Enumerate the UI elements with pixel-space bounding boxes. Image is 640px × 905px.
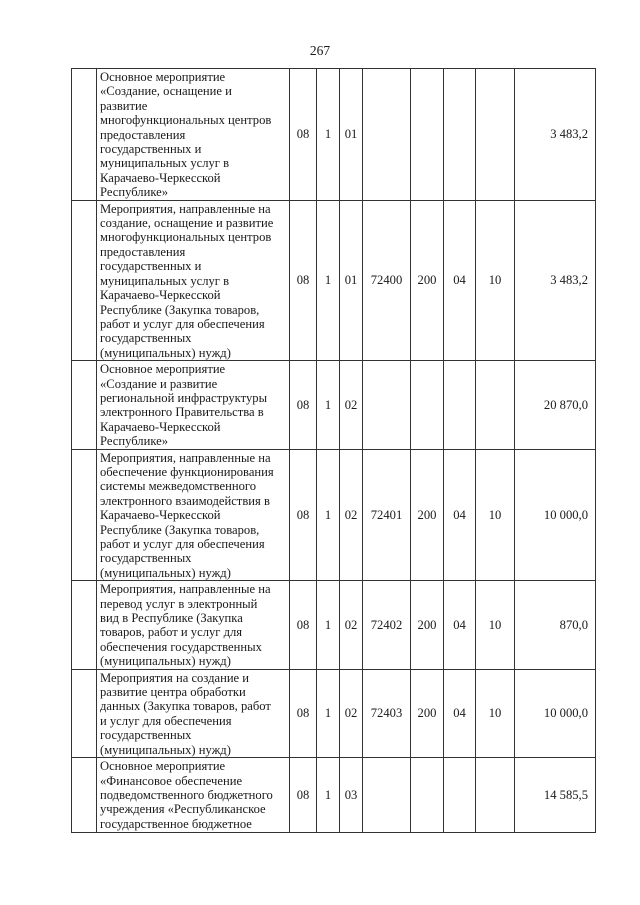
code-direction: 72401 [363,449,411,581]
code-direction: 72402 [363,581,411,669]
code-section [444,69,476,201]
code-expense-type [411,758,444,833]
code-expense-type: 200 [411,449,444,581]
amount: 870,0 [515,581,596,669]
code-subprogram: 1 [317,758,340,833]
blank-cell [72,758,97,833]
code-event: 02 [340,669,363,757]
amount: 3 483,2 [515,200,596,360]
code-subsection: 10 [476,449,515,581]
code-subprogram: 1 [317,69,340,201]
code-direction: 72403 [363,669,411,757]
blank-cell [72,361,97,449]
code-section [444,758,476,833]
item-name: Мероприятия, направленные на перевод услуг в электронный вид в Республике (Закупка товаров, работ и услуг для обеспечения государственных (муниципальных) нужд) [97,581,290,669]
item-name: Основное мероприятие «Создание, оснащение и развитие многофункциональных центров предоставления государственных и муниципальных услуг в Карачаево-Черкесской Республике» [97,69,290,201]
code-section: 04 [444,449,476,581]
table-row [72,361,596,449]
code-program: 08 [290,200,317,360]
code-expense-type: 200 [411,669,444,757]
code-expense-type: 200 [411,581,444,669]
amount: 20 870,0 [515,361,596,449]
code-subprogram: 1 [317,200,340,360]
blank-cell [72,200,97,360]
code-program: 08 [290,361,317,449]
table-row [72,669,596,757]
code-subprogram: 1 [317,449,340,581]
table-row [72,581,596,669]
item-name: Мероприятия на создание и развитие центра обработки данных (Закупка товаров, работ и услуг для обеспечения государственных (муниципальных) нужд) [97,669,290,757]
code-direction: 72400 [363,200,411,360]
code-direction [363,361,411,449]
code-subsection: 10 [476,581,515,669]
code-expense-type [411,69,444,201]
budget-table [71,68,596,833]
item-name: Основное мероприятие «Финансовое обеспечение подведомственного бюджетного учреждения «Республиканское государственное бюджетное [97,758,290,833]
code-section: 04 [444,669,476,757]
code-program: 08 [290,449,317,581]
code-direction [363,69,411,201]
code-event: 02 [340,449,363,581]
table-row [72,758,596,833]
table-row [72,449,596,581]
code-program: 08 [290,69,317,201]
code-subprogram: 1 [317,361,340,449]
code-program: 08 [290,581,317,669]
code-program: 08 [290,669,317,757]
code-direction [363,758,411,833]
blank-cell [72,449,97,581]
code-subsection: 10 [476,200,515,360]
code-subsection [476,69,515,201]
code-event: 01 [340,69,363,201]
blank-cell [72,581,97,669]
code-subprogram: 1 [317,669,340,757]
code-section [444,361,476,449]
table-row [72,200,596,360]
item-name: Основное мероприятие «Создание и развитие региональной инфраструктуры электронного Правительства в Карачаево-Черкесской Республике» [97,361,290,449]
code-section: 04 [444,200,476,360]
amount: 10 000,0 [515,449,596,581]
code-section: 04 [444,581,476,669]
code-event: 02 [340,361,363,449]
code-subsection [476,758,515,833]
code-expense-type: 200 [411,200,444,360]
blank-cell [72,69,97,201]
code-subsection [476,361,515,449]
code-event: 01 [340,200,363,360]
amount: 14 585,5 [515,758,596,833]
code-event: 02 [340,581,363,669]
code-event: 03 [340,758,363,833]
table-row [72,69,596,201]
blank-cell [72,669,97,757]
code-expense-type [411,361,444,449]
amount: 3 483,2 [515,69,596,201]
page-number: 267 [309,43,331,58]
item-name: Мероприятия, направленные на создание, оснащение и развитие многофункциональных центров предоставления государственных и муниципальных услуг в Карачаево-Черкесской Республике (Закупка товаров, работ и услуг для обеспечения государственных (муниципальных) нужд) [97,200,290,360]
amount: 10 000,0 [515,669,596,757]
code-subprogram: 1 [317,581,340,669]
item-name: Мероприятия, направленные на обеспечение функционирования системы межведомственного электронного взаимодействия в Карачаево-Черкесской Республике (Закупка товаров, работ и услуг для обеспечения государственных (муниципальных) нужд) [97,449,290,581]
code-subsection: 10 [476,669,515,757]
code-program: 08 [290,758,317,833]
